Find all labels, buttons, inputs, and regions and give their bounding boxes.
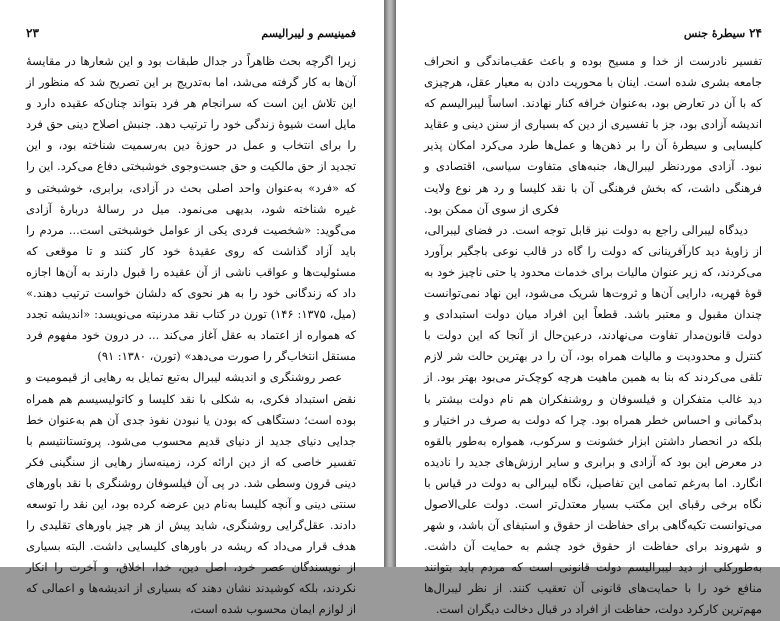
right-page <box>396 0 780 617</box>
book-spine <box>384 0 396 567</box>
running-title: سیطرهٔ جنس <box>683 27 746 40</box>
page-header <box>26 26 356 44</box>
page-number: ۲۴ <box>749 26 762 40</box>
page-number-and-title <box>684 26 762 40</box>
page-header <box>424 26 762 44</box>
paragraph: دیدگاه لیبرالی راجع به دولت نیز قابل توجه است. در فضای لیبرالی، از زاویهٔ دید کارآفرینانی که دولت را گاه در قالب نوعی باجگیر برآورد می‌کردند، که زیر عنوان مالیات برای خدمات محدود یا حتی ناچیز خود به قوهٔ قهریه، دارایی آن‌ها و ثروت‌ها شریک می‌شود، این نهاد نمی‌توانست چندان مقبول و معتبر باشد. قطعاً این افراد میان دولت استبدادی و دولت قانون‌مدار تفاوت می‌نهادند، درعین‌حال از آنجا که این دولت با کنترل و محدودیت و مالیات همراه بود، آن را در بهترین حالت شر لازم تلقی می‌کردند که بنا به همین ماهیت هرچه کوچک‌تر می‌بود بهتر بود. از دید غالب متفکران و فیلسوفان و روشنفکران هم نام دولت بیشتر با بدگمانی و احساس خطر همراه بود. چرا که دولت به صرف در اختیار و بلکه در انحصار داشتن ابزار خشونت و سرکوب، همواره به‌طور بالقوه در معرض این بود که آزادی و برابری و سایر ارزش‌های جدید را نادیده انگارد. اما به‌رغم تمامی این تفاصیل، نگاه لیبرالی به دولت در قیاس با نگاه برخی رقبای این مکتب بسیار معتدل‌تر است. دولت علی‌الاصول می‌توانست تکیه‌گاهی برای حفاظت از حقوق و استیفای آن باشد، و شهر و شهروند برای حفاظت از حقوق خود چشم به حمایت آن داشت. به‌طورکلی از دید لیبرالیسم دولت قانونی است که مردم باید بتوانند منافع خود را با حمایت‌های قانونی آن تعقیب کنند. از نظر لیبرال‌ها مهم‌ترین کارکرد دولت، حفاظت از افراد در قبال دخالت دیگران است. <box>424 222 762 617</box>
page-body <box>424 51 762 621</box>
paragraph: تفسیر نادرست از خدا و مسیح بوده و باعث عقب‌ماندگی و انحراف جامعه بشری شده است. اینان با محوریت دادن به معیار عقل، هرچیزی که با آن در تعارض بود، به‌عنوان خرافه کنار نهادند. اساساً لیبرالیسم که اندیشه آزادی بود، جز با تفسیری از دین که بسیاری از سنن دینی و عقاید کلیسایی و سیطرهٔ آن را بر ذهن‌ها و عمل‌ها طرد می‌کرد امکان پذیر نبود. آزادی موردنظر لیبرال‌ها، جنبه‌های متفاوت سیاسی، اقتصادی و فرهنگی داشت، که بخش فرهنگی آن با نقد کلیسا و رد هر نوع ولایت فکری از سوی آن ممکن بود. <box>424 54 762 216</box>
page-body <box>26 51 356 621</box>
paragraph: زیرا اگرچه بحث ظاهراً در جدال طبقات بود و این شعارها در مقایسهٔ آن‌ها به کار گرفته می‌شد، اما به‌تدریج بر این تصریح شد که منظور از این تلاش این است که سرانجام هر فرد بتواند چنان‌که عقیده دارد و مایل است شیوهٔ زندگی خود را ترتیب دهد. جنبش اصلاح دینی حق فرد را برای انتخاب و عمل در حوزهٔ دین به‌رسمیت شناخته بود، و این تجدید از حق مالکیت و حق جست‌وجوی خوشبختی دفاع می‌کرد. این را که «فرد» به‌عنوان واحد اصلی بحث در آزادی، برابری، خوشبختی و غیره شناخته شود، بدیهی می‌نمود. میل در رسالهٔ دربارهٔ آزادی می‌گوید: «شخصیت فردی یکی از عوامل خوشبختی است... مردم را باید آزاد گذاشت که روی عقیدهٔ خود کار کنند و تا موقعی که مسئولیت‌ها و عواقب ناشی از آن عقیده را قبول دارند به آن‌ها اجازه داد که زندگانی خود را به هر نحوی که دلشان خواست ترتیب دهند.» (میل، ۱۳۷۵: ۱۴۶) تورن در کتاب نقد مدرنیته می‌نویسد: «اندیشه تجدد که همواره از اعتماد به عقل آغاز می‌کند ... در درون خود مفهوم فرد مستقل انتخاب‌گر را صورت می‌دهد» (تورن، ۱۳۸۰: ۹۱) <box>26 54 357 364</box>
paragraph: عصر روشنگری و اندیشه لیبرال به‌تبع تمایل به رهایی از قیمومیت و نقض استبداد فکری، به شکلی با نقد کلیسا و کاتولیسیسم هم همراه بوده است؛ دستگاهی که بودن یا نبودن نفوذ جدی آن هم به‌عنوان خط جدایی دنیای جدید از دنیای قدیم محسوب می‌شود. پروتستانتیسم با تفسیر خاصی که از دین ارائه کرد، زمینه‌ساز رهایی از سنگینی فکر دینی قرون وسطی شد. در پی آن فیلسوفان روشنگری با نقد باورهای سنتی دینی و آنچه کلیسا به‌نام دین عرضه کرده بود، این نقد را توسعه دادند. عقل‌گرایی روشنگری، شاید پیش از هر چیز باورهای تقلیدی را هدف قرار می‌داد که ریشه در باورهای کلیسایی داشت. البته بسیاری از نویسندگان عصر خرد، اصل دین، خدا، اخلاق، و آخرت را انکار نکردند، بلکه کوشیدند نشان دهند که بسیاری از اندیشه‌ها و اعمالی که از لوازم ایمان محسوب شده است، <box>26 370 356 617</box>
running-title: فمینیسم و لیبرالیسم <box>261 27 356 40</box>
page-number: ۲۳ <box>26 26 39 40</box>
left-page <box>0 0 384 617</box>
